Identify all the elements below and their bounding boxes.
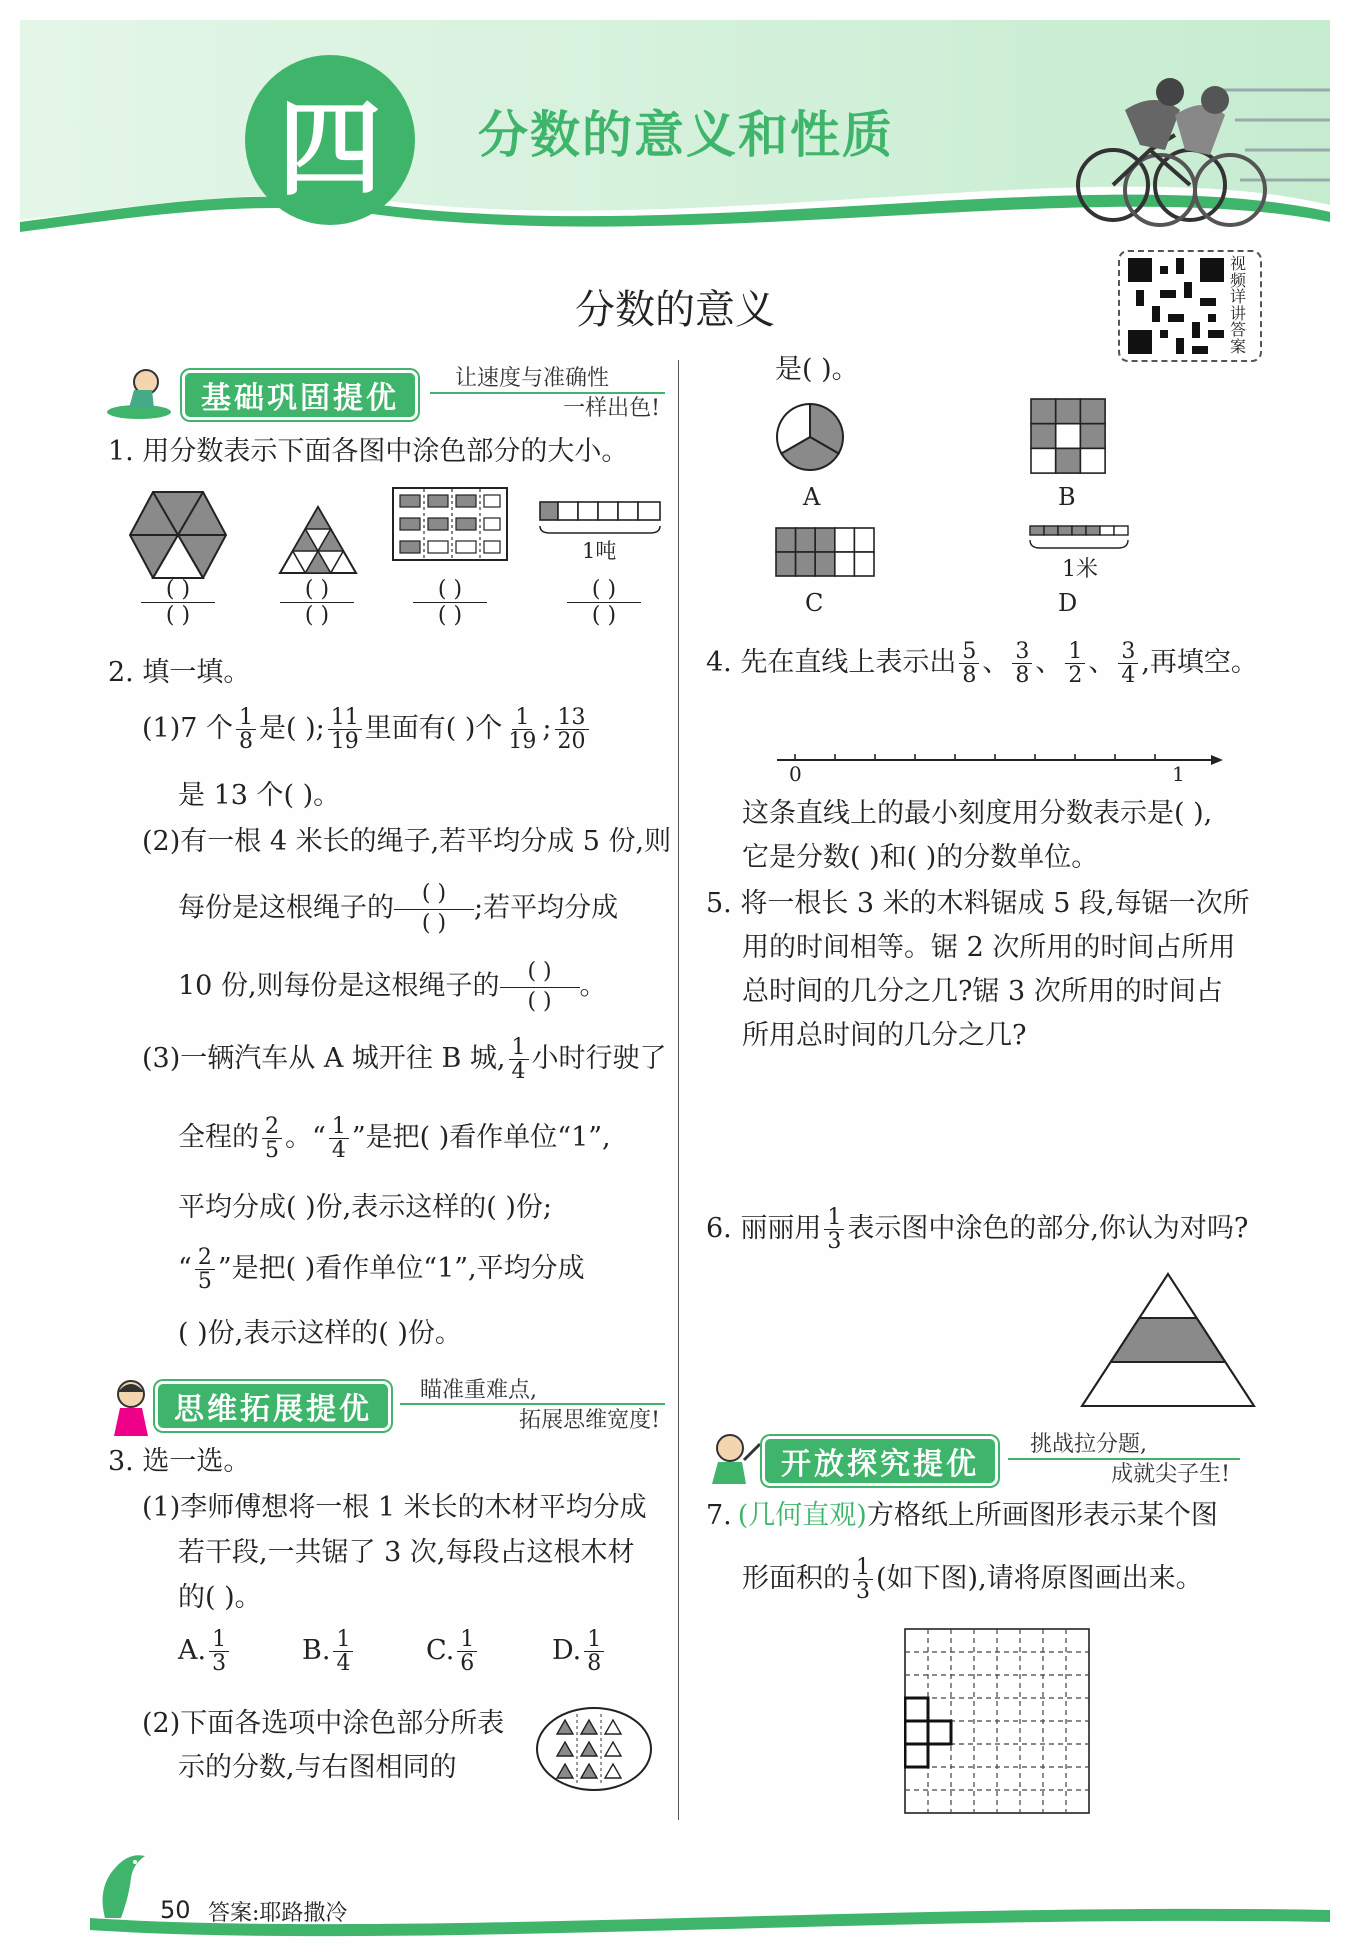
q1-grid-box-figure [392, 487, 508, 561]
fraction [262, 1115, 282, 1162]
blank-numerator: ( ) [567, 577, 641, 603]
q4-line2: 它是分数( )和( )的分数单位。 [742, 842, 1099, 873]
lesson-title: 分数的意义 [575, 287, 775, 333]
chapter-title: 分数的意义和性质 [478, 106, 894, 164]
q6-text-b: 表示图中涂色的部分,你认为对吗? [847, 1213, 1249, 1245]
frac-num: 1 [209, 1628, 229, 1652]
q3-p1-c: 的( )。 [178, 1582, 262, 1613]
qr-label: 视频详讲答案 [1230, 254, 1247, 356]
q3-choice-b-grid [1030, 398, 1106, 474]
section-tag-thinking: 思维拓展提优 [155, 1381, 391, 1431]
q7-line2 [742, 1556, 1203, 1603]
q3-choice-c-label: C [805, 589, 824, 617]
q2-p1-c: 里面有( )个 [364, 713, 503, 745]
q4-line1: 这条直线上的最小刻度用分数表示是( ), [742, 798, 1213, 829]
frac-num: 2 [262, 1115, 282, 1139]
fraction [328, 706, 362, 753]
frac-num: 1 [509, 1036, 529, 1060]
q4-text-a: 4. 先在直线上表示出 [706, 647, 957, 679]
section-slogan-basic [455, 364, 660, 423]
q7-text-b: 方格纸上所画图形表示某个图 [866, 1500, 1218, 1531]
frac-num: 13 [555, 706, 589, 730]
blank-denominator: ( ) [304, 603, 330, 628]
q3-p2-b: 示的分数,与右图相同的 [178, 1752, 457, 1783]
frac-den: 2 [1068, 663, 1083, 689]
section-slogan-open [1030, 1430, 1230, 1489]
fraction [959, 640, 979, 687]
q6-triangle-figure [1080, 1272, 1256, 1408]
q2-p2-b: 每份是这根绳子的 [178, 892, 394, 924]
footer-answer: 答案:耶路撒冷 [208, 1901, 348, 1926]
slogan-line-1: 瞄准重难点, [420, 1378, 537, 1403]
q4-axis-end: 1 [1172, 762, 1185, 786]
q2-part2-line3 [178, 958, 607, 1016]
q6-line [706, 1206, 1248, 1253]
frac-den: 8 [1015, 663, 1030, 689]
slogan-line-2: 拓展思维宽度! [519, 1407, 660, 1433]
frac-den: 4 [336, 1651, 351, 1677]
fraction [333, 1628, 353, 1675]
slogan-line-1: 挑战拉分题, [1030, 1432, 1147, 1457]
qr-code-icon [1128, 258, 1224, 354]
q5-line3: 总时间的几分之几?锯 3 次所用的时间占 [742, 976, 1223, 1007]
page-number: 50 [160, 1896, 191, 1924]
answer-blank[interactable] [394, 880, 474, 938]
frac-den: 3 [827, 1229, 842, 1255]
frac-den: 6 [460, 1651, 475, 1677]
q2-p2-a: (2)有一根 4 米长的绳子,若平均分成 5 份,则 [142, 826, 672, 857]
column-divider [678, 360, 679, 1820]
frac-den: 19 [508, 729, 537, 755]
q2-p3-e: ”是把( )看作单位“1”, [351, 1122, 611, 1154]
frac-den: 19 [330, 729, 359, 755]
q3-choice-a-label: A [803, 483, 821, 511]
blank-numerator: ( ) [141, 577, 215, 603]
fraction [505, 706, 539, 753]
fraction [853, 1556, 873, 1603]
q3-p1-b: 若干段,一共锯了 3 次,每段占这根木材 [178, 1537, 635, 1568]
q3-option-d[interactable] [552, 1628, 607, 1675]
qr-code-box[interactable] [1118, 250, 1262, 362]
frac-num: 1 [824, 1206, 844, 1230]
chapter-char: 四 [277, 88, 382, 210]
q2-p2-d: 10 份,则每份是这根绳子的 [178, 970, 500, 1002]
frac-den: 5 [197, 1269, 212, 1295]
q1-ton-label: 1吨 [582, 539, 617, 563]
option-letter: D. [552, 1635, 582, 1667]
slogan-line-2: 成就尖子生! [1111, 1461, 1230, 1487]
frac-den: 3 [856, 1579, 870, 1605]
q5-line1: 5. 将一根长 3 米的木料锯成 5 段,每锯一次所 [706, 888, 1250, 919]
option-letter: C. [426, 1635, 455, 1667]
fraction [1012, 640, 1032, 687]
answer-blank[interactable] [500, 958, 580, 1016]
frac-den: 20 [557, 729, 586, 755]
frac-num: 1 [333, 1628, 353, 1652]
frac-den: 8 [962, 663, 977, 689]
q3-meter-label: 1米 [1062, 557, 1098, 582]
q2-p2-e: 。 [579, 970, 607, 1002]
fraction [209, 1628, 229, 1675]
q2-p3-d: 。“ [285, 1122, 326, 1154]
q2-p2-c: ;若平均分成 [474, 892, 619, 924]
q7-text-c: 形面积的 [742, 1563, 850, 1595]
frac-num: 1 [236, 706, 256, 730]
dolphin-icon [95, 1848, 151, 1924]
q3-p1-a: (1)李师傅想将一根 1 米长的木材平均分成 [142, 1492, 647, 1523]
fraction [195, 1246, 215, 1293]
slogan-line-2: 一样出色! [563, 395, 660, 421]
frac-den: 4 [1121, 663, 1136, 689]
fraction [329, 1115, 349, 1162]
q3-p2-c: 是( )。 [775, 354, 859, 385]
q2-p3-f: 平均分成( )份,表示这样的( )份; [178, 1192, 552, 1223]
fraction [584, 1628, 604, 1675]
fraction [824, 1206, 844, 1253]
blank-numerator: ( ) [280, 577, 354, 603]
q6-text-a: 6. 丽丽用 [706, 1213, 822, 1245]
mascot-girl-icon [106, 1376, 156, 1442]
q2-p3-a: (3)一辆汽车从 A 城开往 B 城, [142, 1043, 506, 1075]
sep: 、 [982, 647, 1010, 679]
q3-choice-d-label: D [1058, 589, 1078, 617]
blank-numerator: ( ) [394, 880, 474, 910]
blank-denominator: ( ) [591, 603, 617, 628]
q7-text-d: (如下图),请将原图画出来。 [876, 1563, 1203, 1595]
cyclists-illustration [1065, 50, 1335, 240]
frac-num: 2 [195, 1246, 215, 1270]
fraction [555, 706, 589, 753]
option-letter: B. [302, 1635, 331, 1667]
q2-part3-line1 [142, 1036, 667, 1083]
frac-num: 11 [328, 706, 362, 730]
frac-num: 1 [853, 1556, 873, 1580]
q3-option-c[interactable] [426, 1628, 480, 1675]
frac-num: 1 [1065, 640, 1085, 664]
q3-oval-triangles-figure [535, 1706, 653, 1792]
q3-p2-a: (2)下面各选项中涂色部分所表 [142, 1708, 505, 1739]
q3-choice-a-circle [775, 402, 845, 472]
q2-p3-b: 小时行驶了 [531, 1043, 667, 1075]
q3-choice-d-bar [1028, 524, 1132, 554]
q1-answer-blank[interactable] [413, 577, 487, 628]
q1-answer-blank[interactable] [280, 577, 354, 628]
q7-text-a: 7. [706, 1500, 732, 1531]
q2-p1-e: 是 13 个( )。 [178, 780, 341, 811]
blank-denominator: ( ) [527, 988, 552, 1014]
mascot-boy-icon [700, 1430, 764, 1488]
q4-axis-start: 0 [789, 762, 802, 786]
frac-num: 1 [329, 1115, 349, 1139]
chapter-circle [245, 55, 415, 225]
footer-wave [0, 1880, 1350, 1946]
frac-den: 8 [587, 1651, 602, 1677]
q3-text: 3. 选一选。 [108, 1446, 251, 1477]
frac-den: 5 [265, 1138, 279, 1164]
option-letter: A. [178, 1635, 207, 1667]
q2-text: 2. 填一填。 [108, 657, 251, 688]
blank-numerator: ( ) [500, 958, 580, 988]
q2-p1-a: (1)7 个 [142, 713, 234, 745]
q1-bar-figure [538, 500, 664, 540]
q2-p3-h: ”是把( )看作单位“1”,平均分成 [217, 1253, 585, 1285]
q3-choice-c-grid [775, 527, 875, 577]
mascot-skateboard-icon [104, 366, 174, 422]
q1-answer-blank[interactable] [567, 577, 641, 628]
frac-den: 4 [511, 1059, 526, 1085]
q3-option-b[interactable] [302, 1628, 356, 1675]
blank-denominator: ( ) [437, 603, 463, 628]
frac-den: 4 [331, 1138, 346, 1164]
q1-answer-blank[interactable] [141, 577, 215, 628]
section-tag-open: 开放探究提优 [762, 1436, 998, 1486]
q2-p3-i: ( )份,表示这样的( )份。 [178, 1318, 462, 1349]
fraction [457, 1628, 477, 1675]
section-slogan-thinking [420, 1376, 660, 1435]
q2-part2-line2 [178, 880, 618, 938]
frac-num: 1 [512, 706, 532, 730]
frac-num: 3 [1012, 640, 1032, 664]
q4-text-line [706, 640, 1258, 687]
section-tag-basic: 基础巩固提优 [182, 370, 418, 420]
q7-tag: (几何直观) [737, 1500, 867, 1531]
q1-text: 1. 用分数表示下面各图中涂色部分的大小。 [108, 436, 629, 467]
frac-num: 1 [584, 1628, 604, 1652]
frac-num: 3 [1118, 640, 1138, 664]
q5-line4: 所用总时间的几分之几? [742, 1020, 1027, 1051]
q2-p1-b: 是( ); [259, 713, 325, 745]
q2-part3-line4 [178, 1246, 585, 1293]
blank-numerator: ( ) [413, 577, 487, 603]
q7-grid-paper[interactable] [904, 1628, 1090, 1814]
frac-den: 3 [212, 1651, 227, 1677]
q3-option-a[interactable] [178, 1628, 232, 1675]
q2-p1-d: ; [542, 713, 552, 745]
frac-num: 1 [457, 1628, 477, 1652]
q2-p3-g: “ [178, 1253, 192, 1285]
fraction [1065, 640, 1085, 687]
q4-text-b: ,再填空。 [1141, 647, 1258, 679]
q5-line2: 用的时间相等。锯 2 次所用的时间占所用 [742, 932, 1236, 963]
fraction [1118, 640, 1138, 687]
fraction [509, 1036, 529, 1083]
q7-line1 [706, 1498, 1218, 1533]
slogan-line-1: 让速度与准确性 [455, 366, 610, 391]
q1-triangle-figure [278, 505, 358, 575]
blank-denominator: ( ) [165, 603, 191, 628]
q2-p3-c: 全程的 [178, 1122, 259, 1154]
blank-denominator: ( ) [421, 910, 447, 936]
q3-choice-b-label: B [1058, 483, 1076, 511]
q4-number-line [775, 750, 1225, 770]
q2-part3-line2 [178, 1115, 611, 1162]
sep: 、 [1088, 647, 1116, 679]
fraction [236, 706, 256, 753]
frac-den: 8 [239, 729, 254, 755]
frac-num: 5 [959, 640, 979, 664]
q2-part1-line [142, 706, 592, 753]
sep: 、 [1035, 647, 1063, 679]
q1-hexagon-figure [128, 490, 228, 580]
